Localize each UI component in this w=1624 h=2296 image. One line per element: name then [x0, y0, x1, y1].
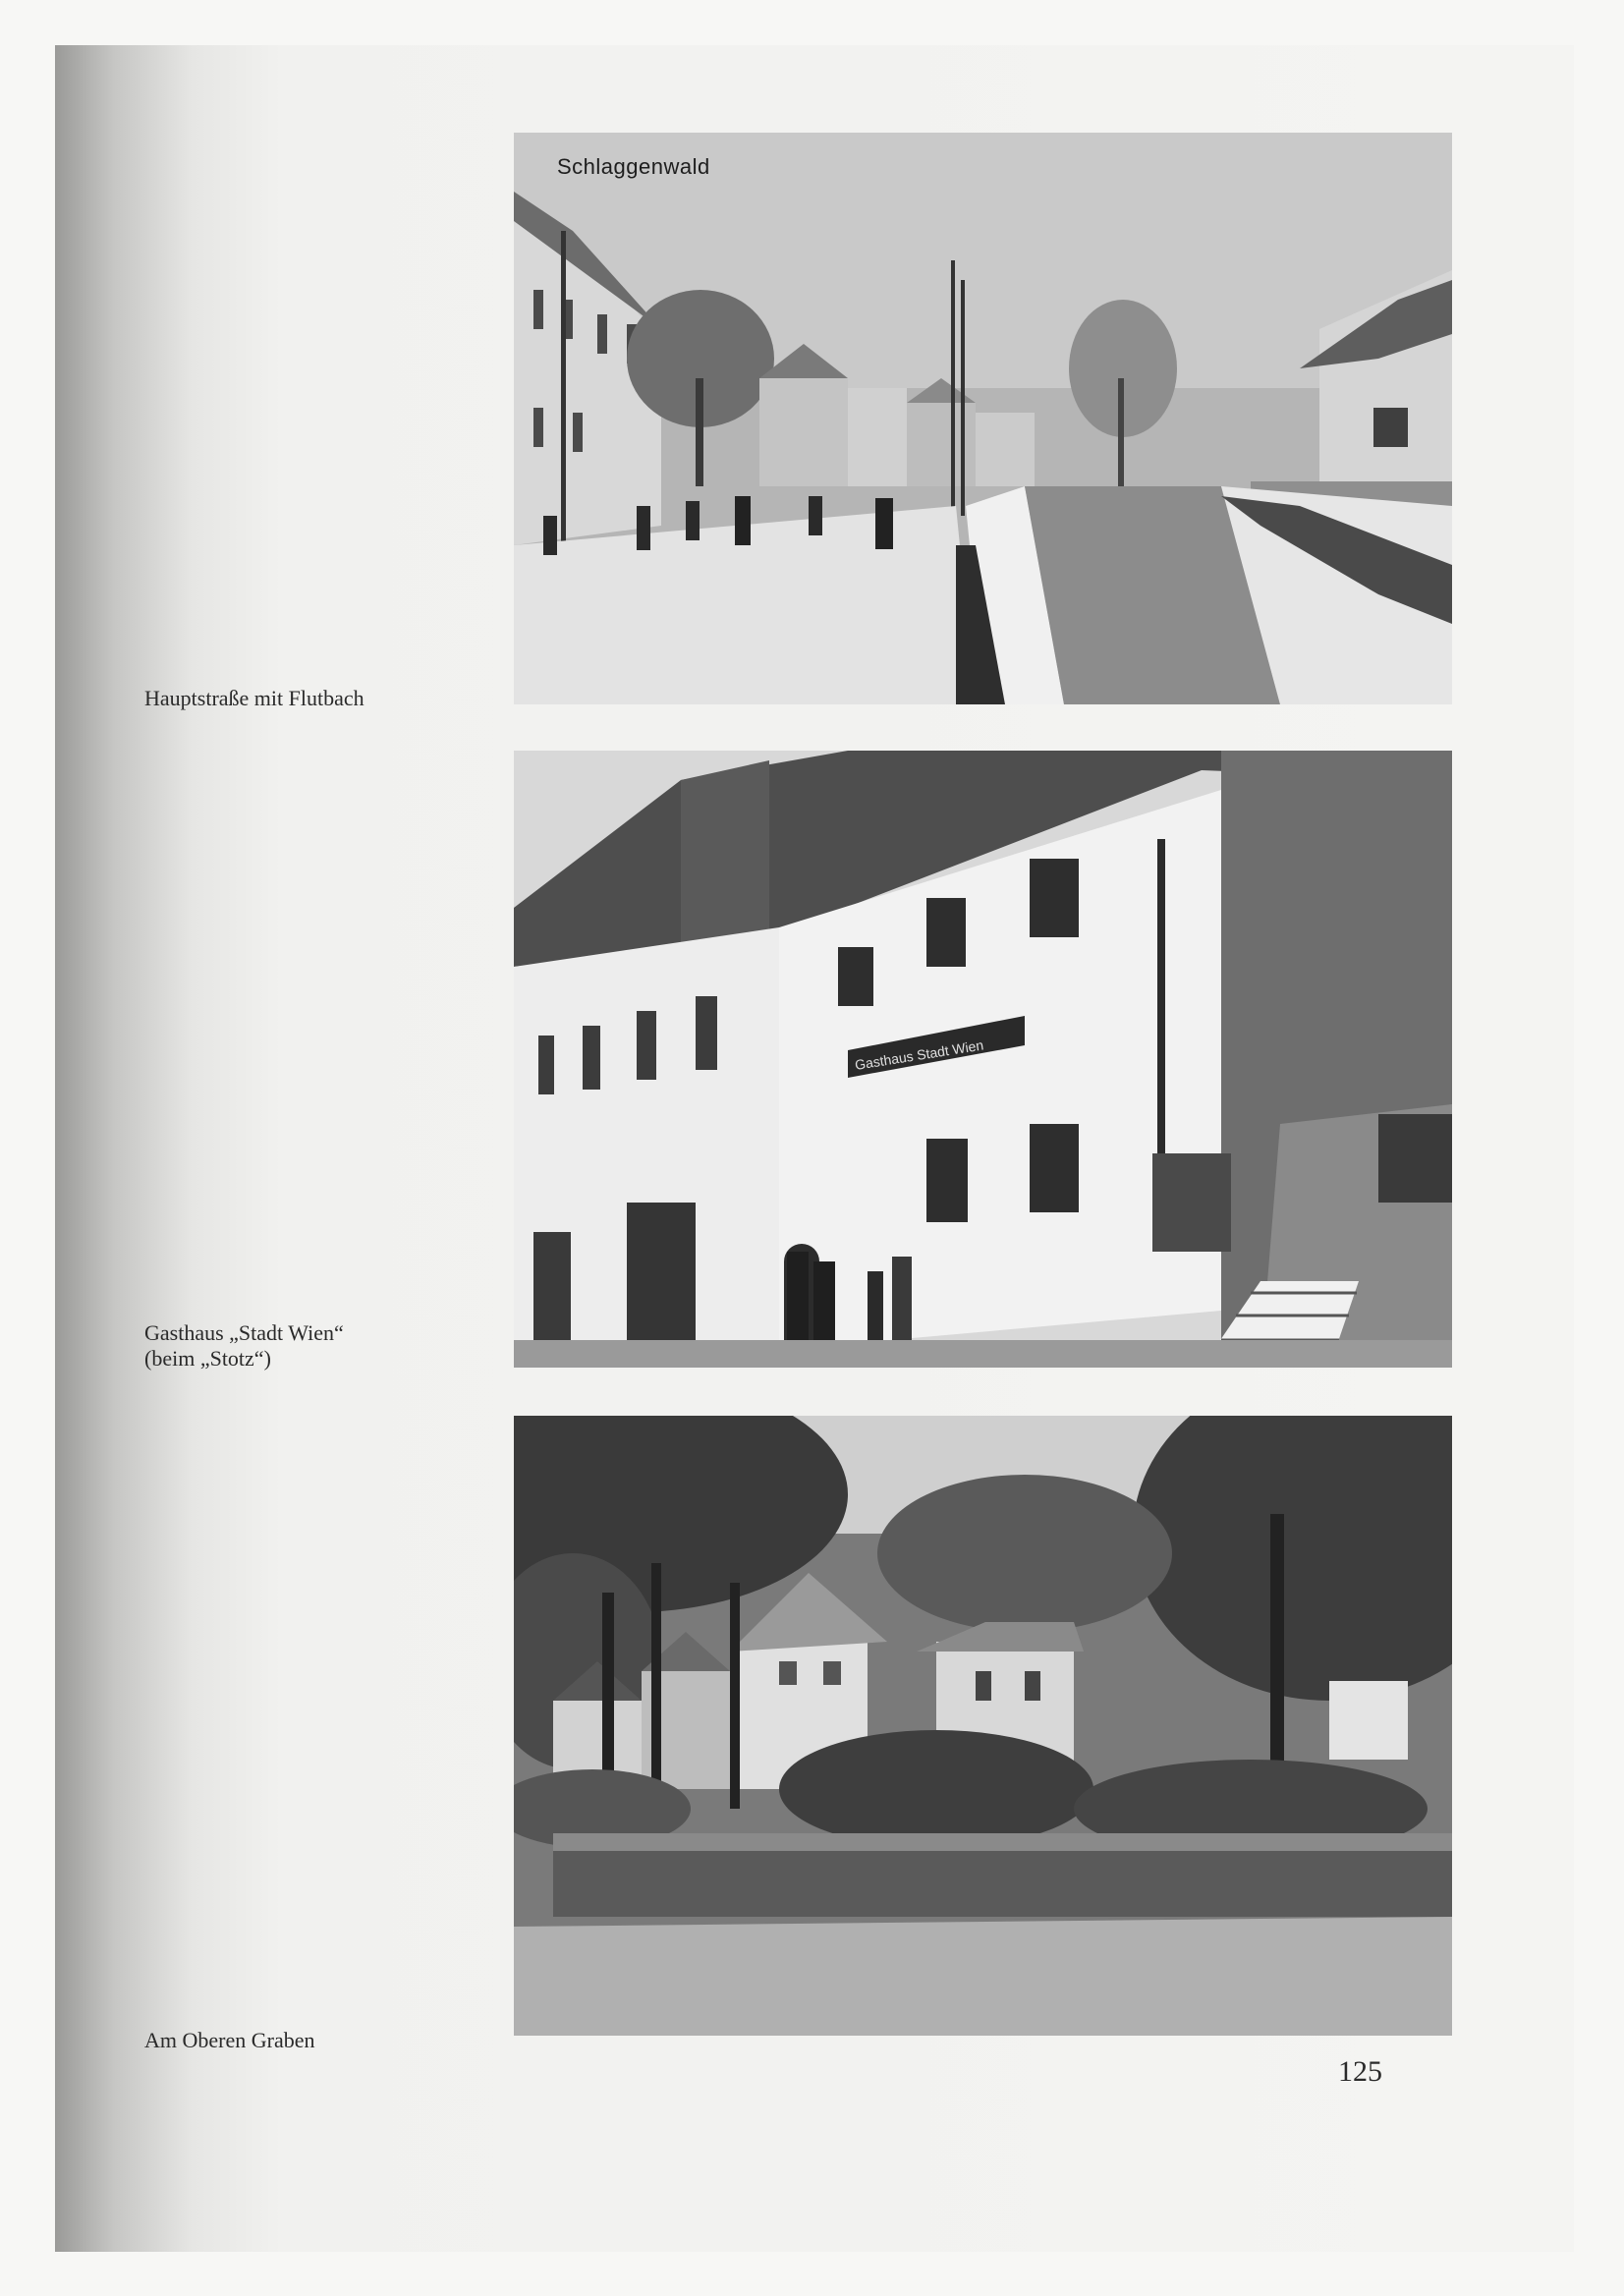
photo-oberer-graben [514, 1416, 1452, 2036]
page-number: 125 [1338, 2055, 1382, 2088]
photo-gasthaus [514, 751, 1452, 1368]
caption-gasthaus [144, 1320, 344, 1372]
photo-overlay-title: Schlaggenwald [557, 154, 710, 179]
caption-hauptstrasse [144, 686, 364, 711]
caption-line: Am Oberen Graben [144, 2028, 315, 2052]
photo-hauptstrasse [514, 133, 1452, 704]
caption-line: Hauptstraße mit Flutbach [144, 686, 364, 710]
village-trees-image [514, 1416, 1452, 2036]
gasthaus-sign: Gasthaus Stadt Wien [853, 1036, 985, 1073]
caption-line: (beim „Stotz“) [144, 1346, 271, 1371]
caption-oberer-graben [144, 2028, 315, 2053]
gasthaus-building-image [514, 751, 1452, 1368]
winter-street-image [514, 133, 1452, 704]
caption-line: Gasthaus „Stadt Wien“ [144, 1320, 344, 1345]
